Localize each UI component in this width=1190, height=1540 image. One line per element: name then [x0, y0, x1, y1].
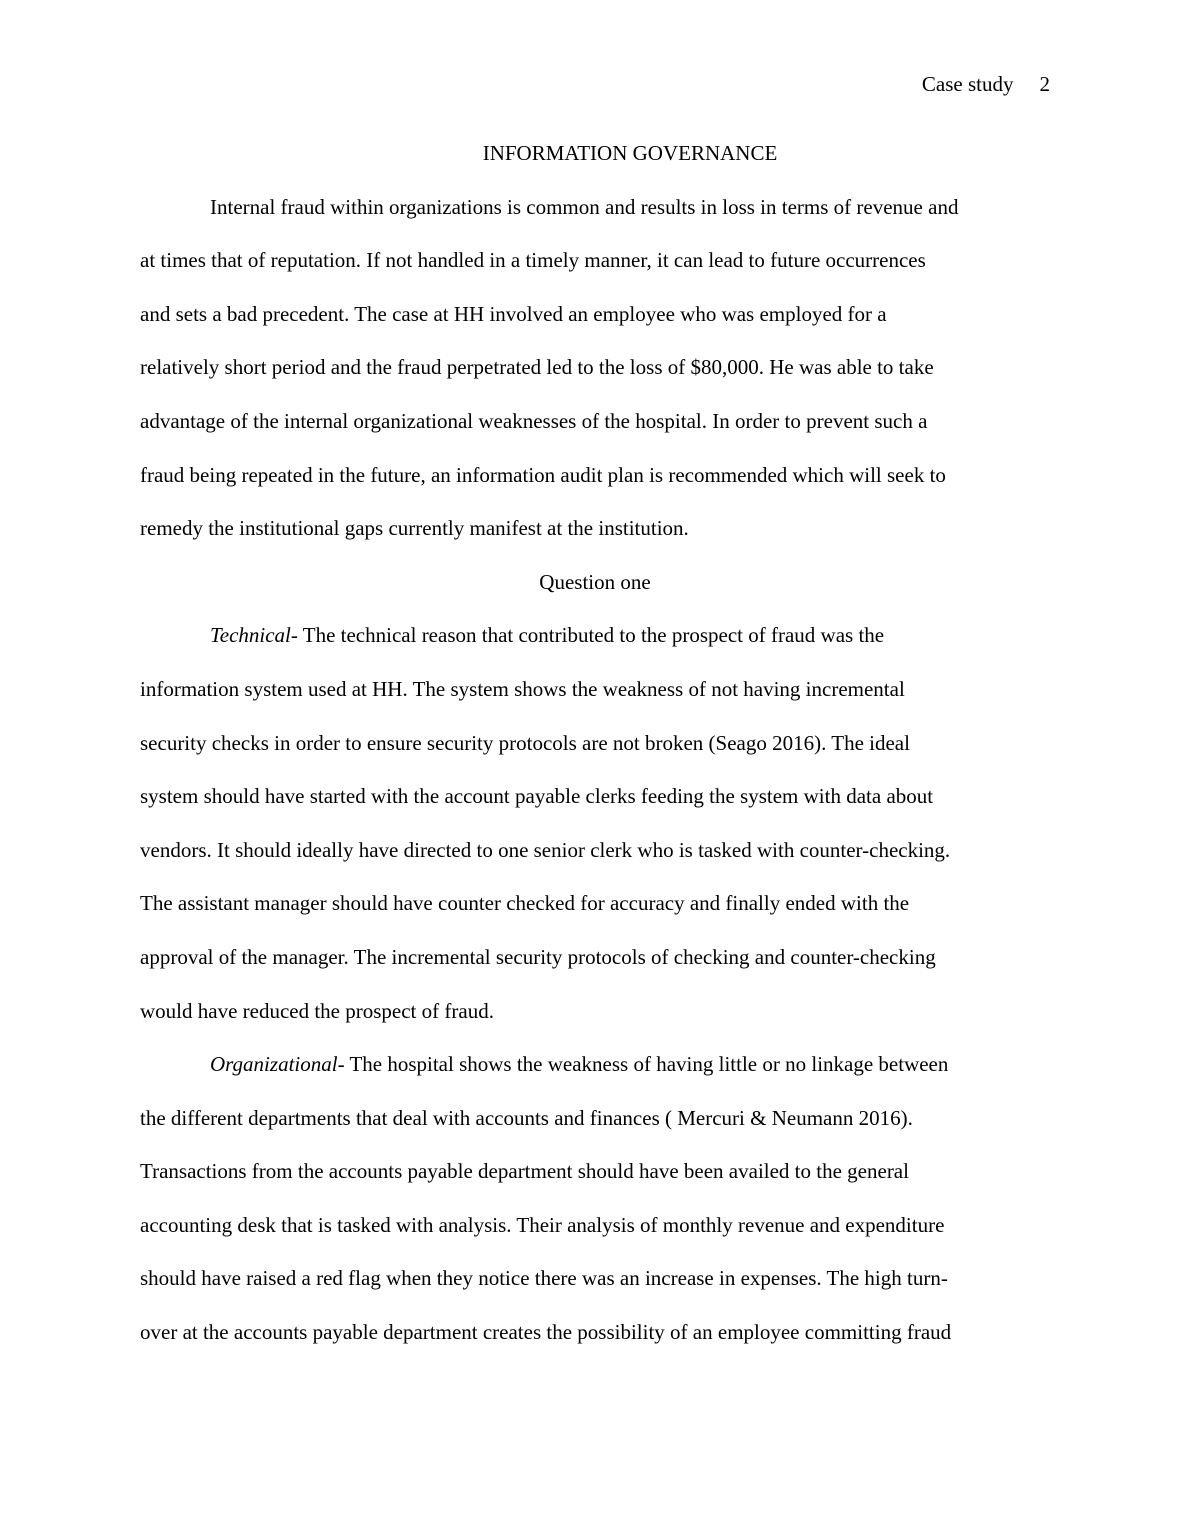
paragraph-line: at times that of reputation. If not handled in a timely manner, it can lead to future occurrences — [140, 248, 926, 273]
document-body — [140, 127, 1050, 1360]
paragraph-line: would have reduced the prospect of fraud. — [140, 998, 494, 1023]
running-head — [922, 70, 1050, 98]
paragraph-line: should have raised a red flag when they notice there was an increase in expenses. The high turn- — [140, 1266, 948, 1291]
organizational-label: Organizational — [210, 1052, 338, 1077]
paragraph-line: advantage of the internal organizational weaknesses of the hospital. In order to prevent such a — [140, 408, 928, 433]
technical-label: Technical — [210, 623, 291, 648]
page-number: 2 — [1039, 72, 1050, 96]
document-title: INFORMATION GOVERNANCE — [482, 141, 778, 165]
paragraph-line: approval of the manager. The incremental security protocols of checking and counter-checking — [140, 944, 936, 969]
running-head-title: Case study — [921, 72, 1014, 96]
paragraph-line: and sets a bad precedent. The case at HH involved an employee who was employed for a — [140, 301, 887, 326]
organizational-paragraph — [140, 1038, 1050, 1360]
paragraph-line: the different departments that deal with accounts and finances ( Mercuri & Neumann 2016). — [140, 1105, 913, 1130]
paragraph-line — [140, 1038, 1050, 1092]
paragraph-line: vendors. It should ideally have directed to one senior clerk who is tasked with counter-checking. — [140, 837, 951, 862]
paragraph-line: over at the accounts payable department creates the possibility of an employee committing fraud — [140, 1320, 952, 1345]
paragraph-line: relatively short period and the fraud perpetrated led to the loss of $80,000. He was able to take — [140, 355, 934, 380]
technical-paragraph — [140, 609, 1050, 1038]
technical-first-line: - The technical reason that contributed to the prospect of fraud was the — [290, 623, 885, 648]
paragraph-line — [140, 609, 1050, 663]
paragraph-line: remedy the institutional gaps currently manifest at the institution. — [140, 516, 689, 541]
paragraph-line: Internal fraud within organizations is common and results in loss in terms of revenue and — [210, 194, 959, 219]
intro-paragraph — [140, 181, 1050, 556]
paragraph-line: information system used at HH. The system shows the weakness of not having incremental — [140, 676, 905, 701]
section-heading: Question one — [539, 569, 651, 594]
paragraph-line: system should have started with the account payable clerks feeding the system with data about — [140, 784, 934, 809]
paragraph-line: fraud being repeated in the future, an information audit plan is recommended which will seek to — [140, 462, 946, 487]
paragraph-line: The assistant manager should have counter checked for accuracy and finally ended with the — [140, 891, 910, 916]
paragraph-line: Transactions from the accounts payable department should have been availed to the general — [140, 1159, 909, 1184]
paragraph-line: security checks in order to ensure security protocols are not broken (Seago 2016). The ideal — [140, 730, 910, 755]
organizational-first-line: - The hospital shows the weakness of having little or no linkage between — [337, 1052, 949, 1077]
paragraph-line: accounting desk that is tasked with analysis. Their analysis of monthly revenue and expenditure — [140, 1212, 945, 1237]
